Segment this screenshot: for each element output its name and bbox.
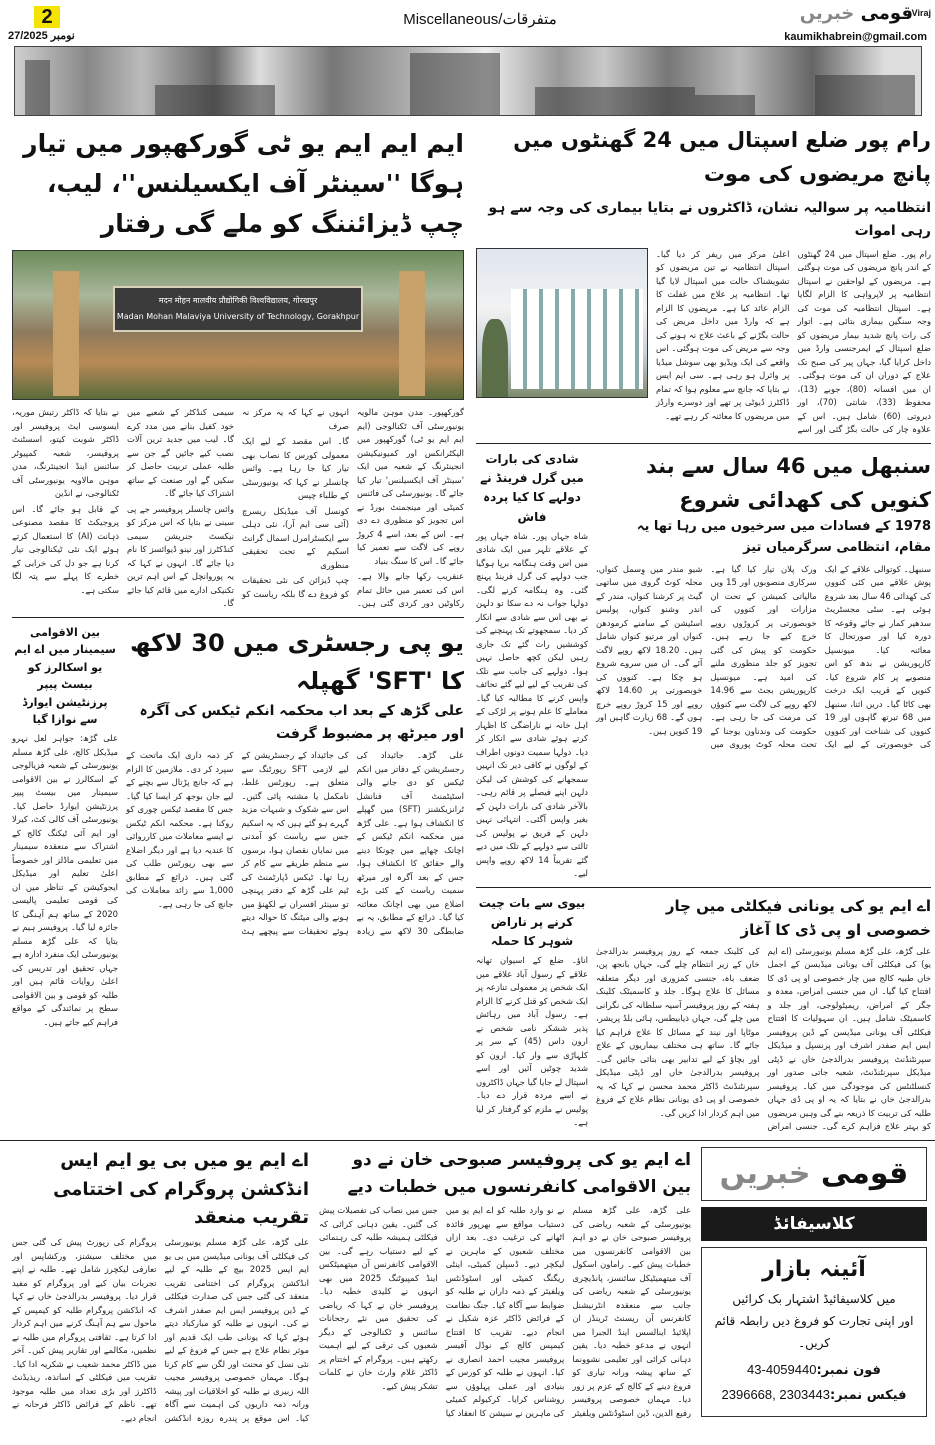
article-body-wedding: شاہ جہاں پور۔ شاہ جہاں پور کے علاقے تلہر میں ایک شادی میں اس وقت ہنگامہ برپا ہوگیا جب دولہے کی گرل فرینڈ پہنچ گئی۔ وہ ہنگامہ کرنے لگی۔ دولہا جواب نہ دے سکا تو دلہن نے بھی اس سے شادی سے انکار کر دیا۔ سمجھوتے تک پہنچنے کی کوششیں رات گئے تک جاری رہیں لیکن کچھ حاصل نہیں ہوا۔ دولہے کی جانب سے تلک کی تقریب کے لیے لیے گئے تحائف واپس کرنے کا مطالبہ کیا گیا۔ معاملے کا علم ہونے پر لڑکی کے اہل خانہ نے ناراضگی کا اظہار کرتے ہوئے شادی سے انکار کر دیا۔ دولہا سمیت دونوں اطراف کے لوگوں نے کافی دیر تک انہیں سمجھانے کی کوشش کی لیکن دلہن اپنے فیصلے پر قائم رہی۔ بالآخر شادی کی بارات دلہن کے بغیر واپس آگئی۔ انتہائی نہیں دلہن کے فریق نے پولیس کی ثالثی سے دولہے کے تلک میں دیے گئے تقریباً 14 لاکھ روپے واپس لیے۔ [476, 530, 588, 879]
ad-logo-grey: خبریں [719, 1155, 811, 1191]
opd-article [596, 894, 931, 1134]
wedding-article [476, 450, 588, 881]
sft-seminar-row [12, 624, 464, 1030]
article-paragraph: وائس چانسلر پروفیسر جے پی سینی نے بتایا کہ اس مرکز کو نیکسٹ جنریشن سیمی کنڈکٹرز اور نینو ڈیوائسز کا نام دیا جائے گا۔ انہوں نے کہا کہ یہ پوروانچل کے اس اہم ترین تکنیکی ادارے میں قائم کیا جائے گا۔ [127, 503, 234, 608]
section-divider [476, 443, 931, 444]
article-body-sft: علی گڑھ۔ جائیداد کی رجسٹریشن کے دفاتر میں انکم ٹیکس کو دی جانے والی اسٹیٹمنٹ آف فنانشل ٹرانزیکشنز (SFT) میں گھپلے کا انکشاف ہوا ہے۔ علی گڑھ میں محکمہ انکم ٹیکس کے اچانک چھاپے میں چونکا دینے والے حقائق کا انکشاف ہوا، جس کے بعد آگرہ اور میرٹھ سمیت ریاست کے کئی بڑے اضلاع میں بھی اچانک معائنہ کیا گیا۔ ذرائع کے مطابق، یہ بے ضابطگی 30 لاکھ سے زیادہ کی جائیداد کے رجسٹریشن کے لیے لازمی SFT رپورٹنگ سے متعلق ہے۔ رپورٹس غلط، نامکمل یا مشتبہ پائی گئیں۔ اس سے شکوک و شبہات مزید گہرے ہو گئے ہیں کہ یہ اسکیم جس سے ریاست کو آمدنی میں نمایاں نقصان ہوا، برسوں سے منظم طریقے سے کام کر رہا تھا۔ ٹیکس ڈپارٹمنٹ کی ٹیم علی گڑھ کے دفتر پہنچی تو سینئر افسران نے لکھنؤ میں ہونے والی میٹنگ کا حوالہ دیتے ہوئے تحقیقات سے پیچھے ہٹ کر ذمہ داری ایک ماتحت کے سپرد کر دی۔ ملازمین کا الزام ہے کہ جانچ پڑتال سے بچنے کے لیے جان بوجھ کر ایسا کیا گیا۔ جس کا مقصد ٹیکس چوری کو روکنا ہے۔ محکمہ انکم ٹیکس نے ایسے معاملات میں کارروائی کا عندیہ دیا ہے اور دیگر اضلاع سے بھی رپورٹس طلب کی گئی ہیں۔ ذرائع کے مطابق 1,000 سے زائد معاملات کی جانچ کی جا رہی ہے۔ [126, 750, 465, 936]
ad-logo-dark: قومی [820, 1155, 909, 1191]
fax-number[interactable]: 2396668, 2303443 [721, 1386, 830, 1402]
main-content [0, 120, 935, 1134]
university-gate-photo [12, 250, 464, 400]
sft-article [126, 624, 464, 939]
heritage-banner-image [14, 46, 922, 116]
viraj-logo: Viraj [911, 8, 931, 18]
gate-sign-hindi: मदन मोहन मालवीय प्रौद्योगिकी विश्वविद्यालय, गोरखपुर [158, 296, 318, 305]
bums-article [12, 1147, 309, 1425]
article-paragraph: کونسل آف میڈیکل ریسرچ (آئی سی ایم آر)، نئی دہلی سے ایکسٹرامرل اسمال گرانٹ اسکیم کے تحت تحقیقی منظوری [242, 505, 349, 570]
ad-title: آئینہ بازار [762, 1256, 866, 1282]
fax-label: فیکس نمبر: [829, 1387, 907, 1403]
article-paragraph: چپ ڈیزائن کی نئی تحقیقات کو فروغ دے گا بلکہ ریاست کو سیمی کنڈکٹر کے شعبے میں خود کفیل بنانے میں مدد کرے گا۔ لیب میں جدید ترین آلات نصب کیے جائیں گے جن سے طلبہ عملی تربیت حاصل کر سکیں گے اور صنعت کے ساتھ اشتراک کیا جائے گا۔ [127, 407, 349, 599]
sambhal-article [596, 450, 931, 752]
headline-seminar: بین الاقوامی سیمینار میں اے ایم یو اسکالرز کو بیسٹ پیپر پرزنٹیشن ایوارڈ سے نوازا گیا [14, 625, 116, 727]
section-divider [476, 887, 931, 888]
newspaper-logo [800, 0, 913, 28]
sabohi-article [319, 1147, 691, 1420]
page-number: 2 [34, 6, 60, 28]
article-body-husband: اناؤ۔ ضلع کے اسیوان تھانہ علاقے کے رسول آباد علاقے میں ایک شخص پر معمولی تنازعہ پر ایک شخص کو قتل کرنے کا الزام ہے۔ رسول آباد میں رہائش پذیر ششکر نامی شخص نے ارون داس (45) کے سر پر کلہاڑی سے وار کیا۔ ارون کو شدید چوٹیں آئیں اور اسے اسپتال لے جایا گیا جہاں ڈاکٹروں نے اسے مردہ قرار دے دیا۔ پولیس نے ملزم کو گرفتار کر لیا ہے۔ [476, 955, 589, 1128]
subhead-sambhal: 1978 کے فسادات میں سرخیوں میں رہا تھا یہ مقام، انتظامی سرگرمیاں تیز [636, 519, 931, 555]
section-title: Miscellaneous/متفرقات [403, 11, 557, 28]
article-body-opd: علی گڑھ، علی گڑھ مسلم یونیورسٹی (اے ایم یو) کی فیکلٹی آف یونانی میڈیسن کے اجمل خاں طبیہ کالج میں چار خصوصی او پی ڈی کا افتتاح کیا گیا۔ ان میں جنسی امراض، معدہ و جگر کے امراض، ریمیٹولوجی، اور جلد و کاسمیٹک شامل ہیں۔ ان سہولیات کا افتتاح فیکلٹی آف یونانی میڈیسن کے ڈین پروفیسر ایس ایم صفدر اشرف اور پرنسپل و میڈیکل سپرنٹنڈنٹ پروفیسر بدرالدجیٰ خاں نے ڈپٹی میڈیکل سپرنٹنڈنٹ، شعبہ جاتی صدور اور کنسلٹنٹس کی موجودگی میں کیا۔ پروفیسر بدرالدجیٰ خاں نے بتایا کہ یہ او پی ڈی جہاں طلبہ کی تربیت کا ذریعہ بنے گی وہیں مریضوں کو بہتر علاج فراہم کرے گی۔ جنسی امراض کی کلینک جمعہ کے روز پروفیسر بدرالدجیٰ خاں کے زیر انتظام چلے گی، جہاں بانجھ پن، ضعف باہ، جنسی کمزوری اور دیگر متعلقہ مسائل کا علاج ہوگا۔ جلد و کاسمیٹک کلینک ہفتہ کے روز پروفیسر آسیہ سلطانہ کی نگرانی میں چلے گی، جہاں ذیابیطس، ہائی بلڈ پریشر، موٹاپا اور نیند کے مسائل کا علاج فراہم کیا جائے گا۔ ساتھ ہی مختلف بیماریوں کے علاج اور بچاؤ کے لیے تدابیر بھی بتائی جائیں گی۔ پروفیسر بدرالدجیٰ خاں اور ڈپٹی میڈیکل سپرنٹنڈنٹ ڈاکٹر محمد محسن نے کہا کہ یہ خصوصی او پی ڈی یونانی نظام علاج کے فروغ میں اہم کردار ادا کریں گی۔ [596, 945, 931, 1132]
article-body-sambhal: سنبھل۔ کوتوالی علاقے کے ایک پوش علاقے میں کئی کنووں کی کھدائی 46 سال بعد شروع ہوئی ہے۔ سٹی مجسٹریٹ سدھیر کمار نے جائے وقوعہ کا دورہ کیا اور صورتحال کا معائنہ کیا۔ میونسپل کارپوریشن نے بدھ کو اس منصوبے پر کام شروع کیا۔ کنویں کے قریب ایک درخت بھی کاٹا گیا۔ دریں اثنا، سنبھل میں 68 تیرتھ گاہوں اور 19 کنووں کی شناخت اور کنووں کی خوبصورتی کے لیے ایک ورک پلان تیار کیا گیا ہے۔ سرکاری منصوبوں اور 15 ویں مالیاتی کمیشن کے تحت ان مزارات اور کنووں کی خوبصورتی پر کروڑوں روپے خرچ کیے جا رہے ہیں۔ حکومت کو پیش کی گئی تجویز کو جلد منظوری ملنے کی امید ہے۔ میونسپل کارپوریشن بجٹ سے 14.96 لاکھ روپے کی لاگت سے کنوؤں کی مرمت کی جا رہی ہے۔ حکومت کی وندناون یوجنا کے تحت محلہ کوٹ پوروی میں شیو مندر میں وِسمل کنواں، محلہ کوٹ گروی میں ساتھی گیٹ پر کرشنا کنواں، مندر کے اندر وشنو کنواں، پولیس اسٹیشن کے سامنے کرمودھن کنواں اور مرتیو کنواں شامل ہیں۔ 18.20 لاکھ روپے لاگت آئے گی۔ ان میں سروے شروع ہو چکا ہے۔ کنووں کی خوبصورتی پر 14.60 لاکھ روپے اور 15 کروڑ روپے خرچ ہوں گے۔ 68 زیارت گاہیں اور 19 کنویں ہیں۔ [596, 563, 931, 750]
article-paragraph: عنقریب رکھا جانے والا ہے۔ اس کی تعمیر میں حائل تمام رکاوٹیں دور کردی گئی ہیں۔ انہوں نے کہا کہ یہ مرکز نہ صرف [242, 407, 464, 608]
headline-sabohi-khan: اے ایم یو کی پروفیسر صبوحی خان نے دو بین الاقوامی کانفرنسوں میں خطبات دیے [347, 1149, 691, 1197]
logo-word-grey: خبریں [799, 3, 855, 24]
ad-logo [701, 1147, 927, 1201]
logo-word-dark: قومی [860, 3, 913, 24]
headline-bums-induction: اے ایم یو میں بی یو ایم ایس انڈکشن پروگرام کی اختتامی تقریب منعقد [53, 1149, 309, 1229]
section-divider [12, 617, 464, 618]
gate-sign-english: Madan Mohan Malaviya University of Technology, Gorakhpur [116, 312, 360, 321]
classified-banner: کلاسیفائڈ [701, 1207, 927, 1241]
article-body-seminar: علی گڑھ: جواہر لعل نہرو میڈیکل کالج، علی گڑھ مسلم یونیورسٹی کے شعبہ فزیالوجی کے اسکالرز نے بین الاقوامی سیمینار میں بیسٹ پیپر پرزنٹیشن ایوارڈ حاصل کیا۔ یونیورسٹی آف کالی کٹ، کیرلا اور ایم آئی ٹیکنگ کالج کے اشتراک سے منعقدہ سیمینار میں تعلیمی ماڈلز اور خصوصاً اعلیٰ تعلیم اور میڈیکل ایجوکیشن کے تناظر میں ان کی قومی تعلیمی پالیسی 2020 کے ساتھ ہم آہنگی کا جائزہ لیا گیا۔ پروفیسر ہیم نے بتایا کہ علی گڑھ مسلم یونیورسٹی ایک منفرد ادارہ ہے جہاں تحقیق اور تدریس کی اعلیٰ روایات قائم ہیں اور طلبہ کو قومی و بین الاقوامی سطح پر نمائندگی کے مواقع فراہم کیے جاتے ہیں۔ [12, 733, 118, 1027]
article-body-bums: علی گڑھ، علی گڑھ مسلم یونیورسٹی کی فیکلٹی آف یونانی میڈیسن میں بی یو ایم ایس 2025 بیچ کے طلبہ کے لیے انڈکشن پروگرام کی اختتامی تقریب منعقد کی گئی جس کی صدارت فیکلٹی کے ڈین پروفیسر ایس ایم صفدر اشرف نے کی۔ انہوں نے طلبہ کو مبارکباد دیتے ہوئے کہا کہ یونانی طب ایک قدیم اور موثر نظام علاج ہے جس کے فروغ کے لیے نئی نسل کو محنت اور لگن سے کام کرنا ہوگا۔ مہمان خصوصی پروفیسر مجیب اللہ زبیری نے طلبہ کو اخلاقیات اور پیشہ ورانہ ذمہ داریوں کی اہمیت سے آگاہ کیا۔ اس موقع پر پندرہ روزہ انڈکشن پروگرام کی رپورٹ پیش کی گئی جس میں مختلف سیشنز، ورکشاپس اور تعارفی لیکچرز شامل تھے۔ طلبہ نے اپنے تجربات بیان کیے اور پروگرام کو مفید قرار دیا۔ پروفیسر بدرالدجیٰ خاں نے کہا کہ انڈکشن پروگرام طلبہ کو کیمپس کے ماحول سے ہم آہنگ کرنے میں اہم کردار ادا کرتا ہے۔ ثقافتی پروگرام میں طلبہ نے نظمیں، مکالمے اور تقاریر پیش کیں۔ آخر میں ڈاکٹر محمد شعیب نے شکریہ ادا کیا۔ تقریب میں فیکلٹی کے اساتذہ، ریذیڈنٹ ڈاکٹرز اور بڑی تعداد میں طلبہ موجود تھے۔ ناظم کے فرائض ڈاکٹر فرحانہ نے انجام دیے۔ [12, 1237, 309, 1423]
opd-husband-row [476, 894, 931, 1134]
classified-ad[interactable] [701, 1147, 927, 1417]
right-half [476, 124, 931, 1134]
headline-opd: اے ایم یو کی یونانی فیکلٹی میں چار خصوصی او پی ڈی کا آغاز [665, 896, 931, 939]
sambhal-wedding-row [476, 450, 931, 881]
subhead-rampur: انتظامیہ پر سوالیہ نشان، ڈاکٹروں نے بتایا بیماری کی وجہ سے ہو رہی اموات [488, 200, 931, 239]
husband-article [476, 894, 588, 1130]
masthead [0, 0, 935, 120]
headline-rampur: رام پور ضلع اسپتال میں 24 گھنٹوں میں پانچ مریضوں کی موت [513, 128, 931, 186]
article-paragraph: گا۔ اس مقصد کے لیے ایک معمولی کورس کا نصاب بھی تیار کیا جا رہا ہے۔ وائس چانسلر نے کہا کہ یونیورسٹی کے طلباء چپس [242, 436, 349, 500]
article-paragraph: گورکھپور۔ مدن موہن مالویہ یونیورسٹی آف ٹکنالوجی (ایم ایم ایم یو ٹی) گورکھپور میں الیکٹرانکس اور کمیونیکیشن انجینئرنگ کے شعبہ میں ایک 'سینٹر آف ایکسیلنس' تیار کیا جائے گا۔ یونیورسٹی کی فائنس کمیٹی اور مینجمنٹ بورڈ نے اس تجویز کو منظوری دے دی ہے۔ اس کے بعد، اسے 4 کروڑ روپے کی لاگت سے تعمیر کیا جائے گا۔ اس کا سنگ بنیاد [357, 407, 465, 566]
headline-sambhal: سنبھل میں 46 سال سے بند کنویں کی کھدائی شروع [646, 453, 931, 512]
ad-line-1: میں کلاسیفائیڈ اشتہار بک کرائیں [732, 1291, 896, 1306]
article-paragraph: کے قابل ہو جائے گا۔ اس پروجیکٹ کا مقصد مصنوعی ذہانت (AI) کا استعمال کرتے ہوئے ایک نئی ٹیکنالوجی تیار کرنا ہے جو دل کی خرابی کے خطرے کا پہلے سے پتہ لگا سکتی ہے۔ [12, 503, 119, 595]
article-body-rampur: رام پور۔ ضلع اسپتال میں 24 گھنٹوں کے اندر پانچ مریضوں کی موت ہوگئی ہے۔ مریضوں کے لواحقین نے اسپتال انتظامیہ پر لاپرواہی کا الزام لگایا ہے۔ اسپتال انتظامیہ کی موت کی وجہ سنگین بیماری بتائی ہے۔ اتوار کی رات پانچ شدید بیمار مریضوں کو ضلع اسپتال کے ایمرجنسی وارڈ میں داخل کرایا گیا، جہاں پیر کی صبح تک علاج کے دوران ان کی موت ہوگئی۔ ان میں افسانہ (80)، جوبے (13)، محفوظ (33)، شانتی (70)، اور دیروتی (60) شامل ہیں۔ اس کے علاوہ چار کی حالت بگڑ گئی اور اسے اعلیٰ مرکز میں ریفر کر دیا گیا۔ اسپتال انتظامیہ نے تین مریضوں کو تشویشناک حالت میں اسپتال لایا گیا تھا۔ انتظامیہ پر علاج میں غفلت کا الزام عائد کیا ہے۔ مریضوں کا الزام ہے کہ وارڈ میں داخل مریض کی حالت بگڑنے کے باعث علاج نہ ہونے کی وجہ سے مریض کی موت ہوگئی۔ اس واقعے کی ایک ویڈیو بھی سوشل میڈیا پر وائرل ہو رہی ہے۔ سی ایم ایس نے بتایا کہ جانچ سے معلوم ہوا کہ تمام ڈاکٹرز ڈیوٹی پر تھے اور دوسرے وارڈز میں مریضوں کا معائنہ کر رہے تھے۔ [656, 248, 932, 435]
bottom-section [0, 1140, 935, 1431]
phone-number[interactable]: 43-4059440 [747, 1361, 817, 1377]
phone-label: فون نمبر: [816, 1362, 881, 1378]
contact-email[interactable]: kaumikhabrein@gmail.com [784, 31, 927, 43]
classified-ad-box[interactable] [701, 1247, 927, 1417]
headline-wedding: شادی کی بارات میں گرل فرینڈ نے دولہے کا کیا پردہ فاش [480, 451, 584, 524]
article-body-mmmut [12, 406, 464, 611]
rampur-row [476, 248, 931, 437]
headline-mmmut: ایم ایم ایم یو ٹی گورکھپور میں تیار ہوگا ''سینٹر آف ایکسیلنس''، لیب، چپ ڈیزائننگ کو ملے گی رفتار [23, 129, 464, 238]
issue-date: 27/نومبر 2025 [8, 30, 75, 42]
article-body-sabohi: علی گڑھ، علی گڑھ مسلم یونیورسٹی کے شعبہ ریاضی کی پروفیسر صبوحی خان نے دو اہم بین الاقوامی کانفرنسوں میں خطبات پیش کیے۔ راماون اسکول آف میتھمیٹیکل سائنسز، پانڈیچری یونیورسٹی کے شعبہ ریاضی کی جانب سے منعقدہ انٹرنیشنل کانفرنس آن ریسنٹ ٹرینڈز ان اپلائیڈ اینالسس اینڈ الجبرا میں انہوں نے مدعو خطبہ دیا۔ یقین دہانی کرائی اور تعلیمی نشوونما کے ساتھ پیشہ ورانہ تیاری کو فروغ دینے کے کالج کے عزم پر زور دیا۔ مہمان خصوصی پروفیسر رفیع الدین، ڈین اسٹوڈنٹس ویلفیئر نے نو وارد طلبہ کو اے ایم یو میں دستیاب مواقع سے بھرپور فائدہ اٹھانے کی ترغیب دی۔ بعد ازاں مختلف شعبوں کے ماہرین نے لیکچر دیے۔ ڈسپلن کمیٹی، اینٹی ریگنگ کمیٹی اور اسٹوڈنٹس ویلفیئر کے ذمہ داران نے طلبہ کو ضوابط سے آگاہ کیا۔ جنگ نظامت کے فرائض ڈاکٹر عزہ شکیل نے انجام دیے۔ تقریب کا افتتاح کیمپس کالج کے نوڈل آفیسر پروفیسر مجیب احمد انصاری نے کیا۔ انہوں نے طلبہ کو کورس کے بنیادی اور عملی پہلوؤں سے روشناس کرایا۔ کرکیولم کمیٹی کی ماہرین نے سیشن کا انعقاد کیا جس میں نصاب کی تفصیلات پیش کی گئیں۔ یقین دہانی کرائی کہ فیکلٹی ہمیشہ طلبہ کی رہنمائی کے لیے دستیاب رہے گی۔ بین الاقوامی کانفرنس آن میتھمیٹکس اینڈ کمپیوٹنگ 2025 میں بھی انہوں نے کلیدی خطبہ دیا۔ پروفیسر خان نے کہا کہ ریاضی کی تحقیق میں نئے رجحانات سائنس و ٹکنالوجی کے دیگر شعبوں کی ترقی کے لیے اہمیت رکھتے ہیں۔ پروگرام کے اختتام پر ڈاکٹر غلام وارث خان نے کلمات تشکر پیش کیے۔ [319, 1205, 691, 1418]
seminar-article [12, 624, 118, 1030]
headline-sft: یو پی رجسٹری میں 30 لاکھ کا 'SFT' گھپلہ [129, 628, 464, 695]
left-half [12, 124, 464, 1029]
hospital-photo [476, 248, 648, 398]
headline-husband-attack: بیوی سے بات چیت کرنے پر ناراض شوہر کا حملہ [478, 895, 586, 949]
subhead-sft: علی گڑھ کے بعد اب محکمہ انکم ٹیکس کی آگرہ اور میرٹھ پر مضبوط گرفت [139, 703, 464, 742]
ad-line-2: اور اپنی تجارت کو فروغ دیں رابطہ قائم کریں۔ [714, 1313, 914, 1350]
article-paragraph: نے بتایا کہ ڈاکٹر رتیش موریہ، ایسوسی ایٹ پروفیسر اور ڈاکٹر شوبت کیتو، اسسٹنٹ پروفیسر، شعبہ کمپیوٹر سائنس اینڈ انجینئرنگ، مدن موہن مالاویہ یونیورسٹی آف ٹکنالوجی، نے انڈین [12, 407, 119, 498]
